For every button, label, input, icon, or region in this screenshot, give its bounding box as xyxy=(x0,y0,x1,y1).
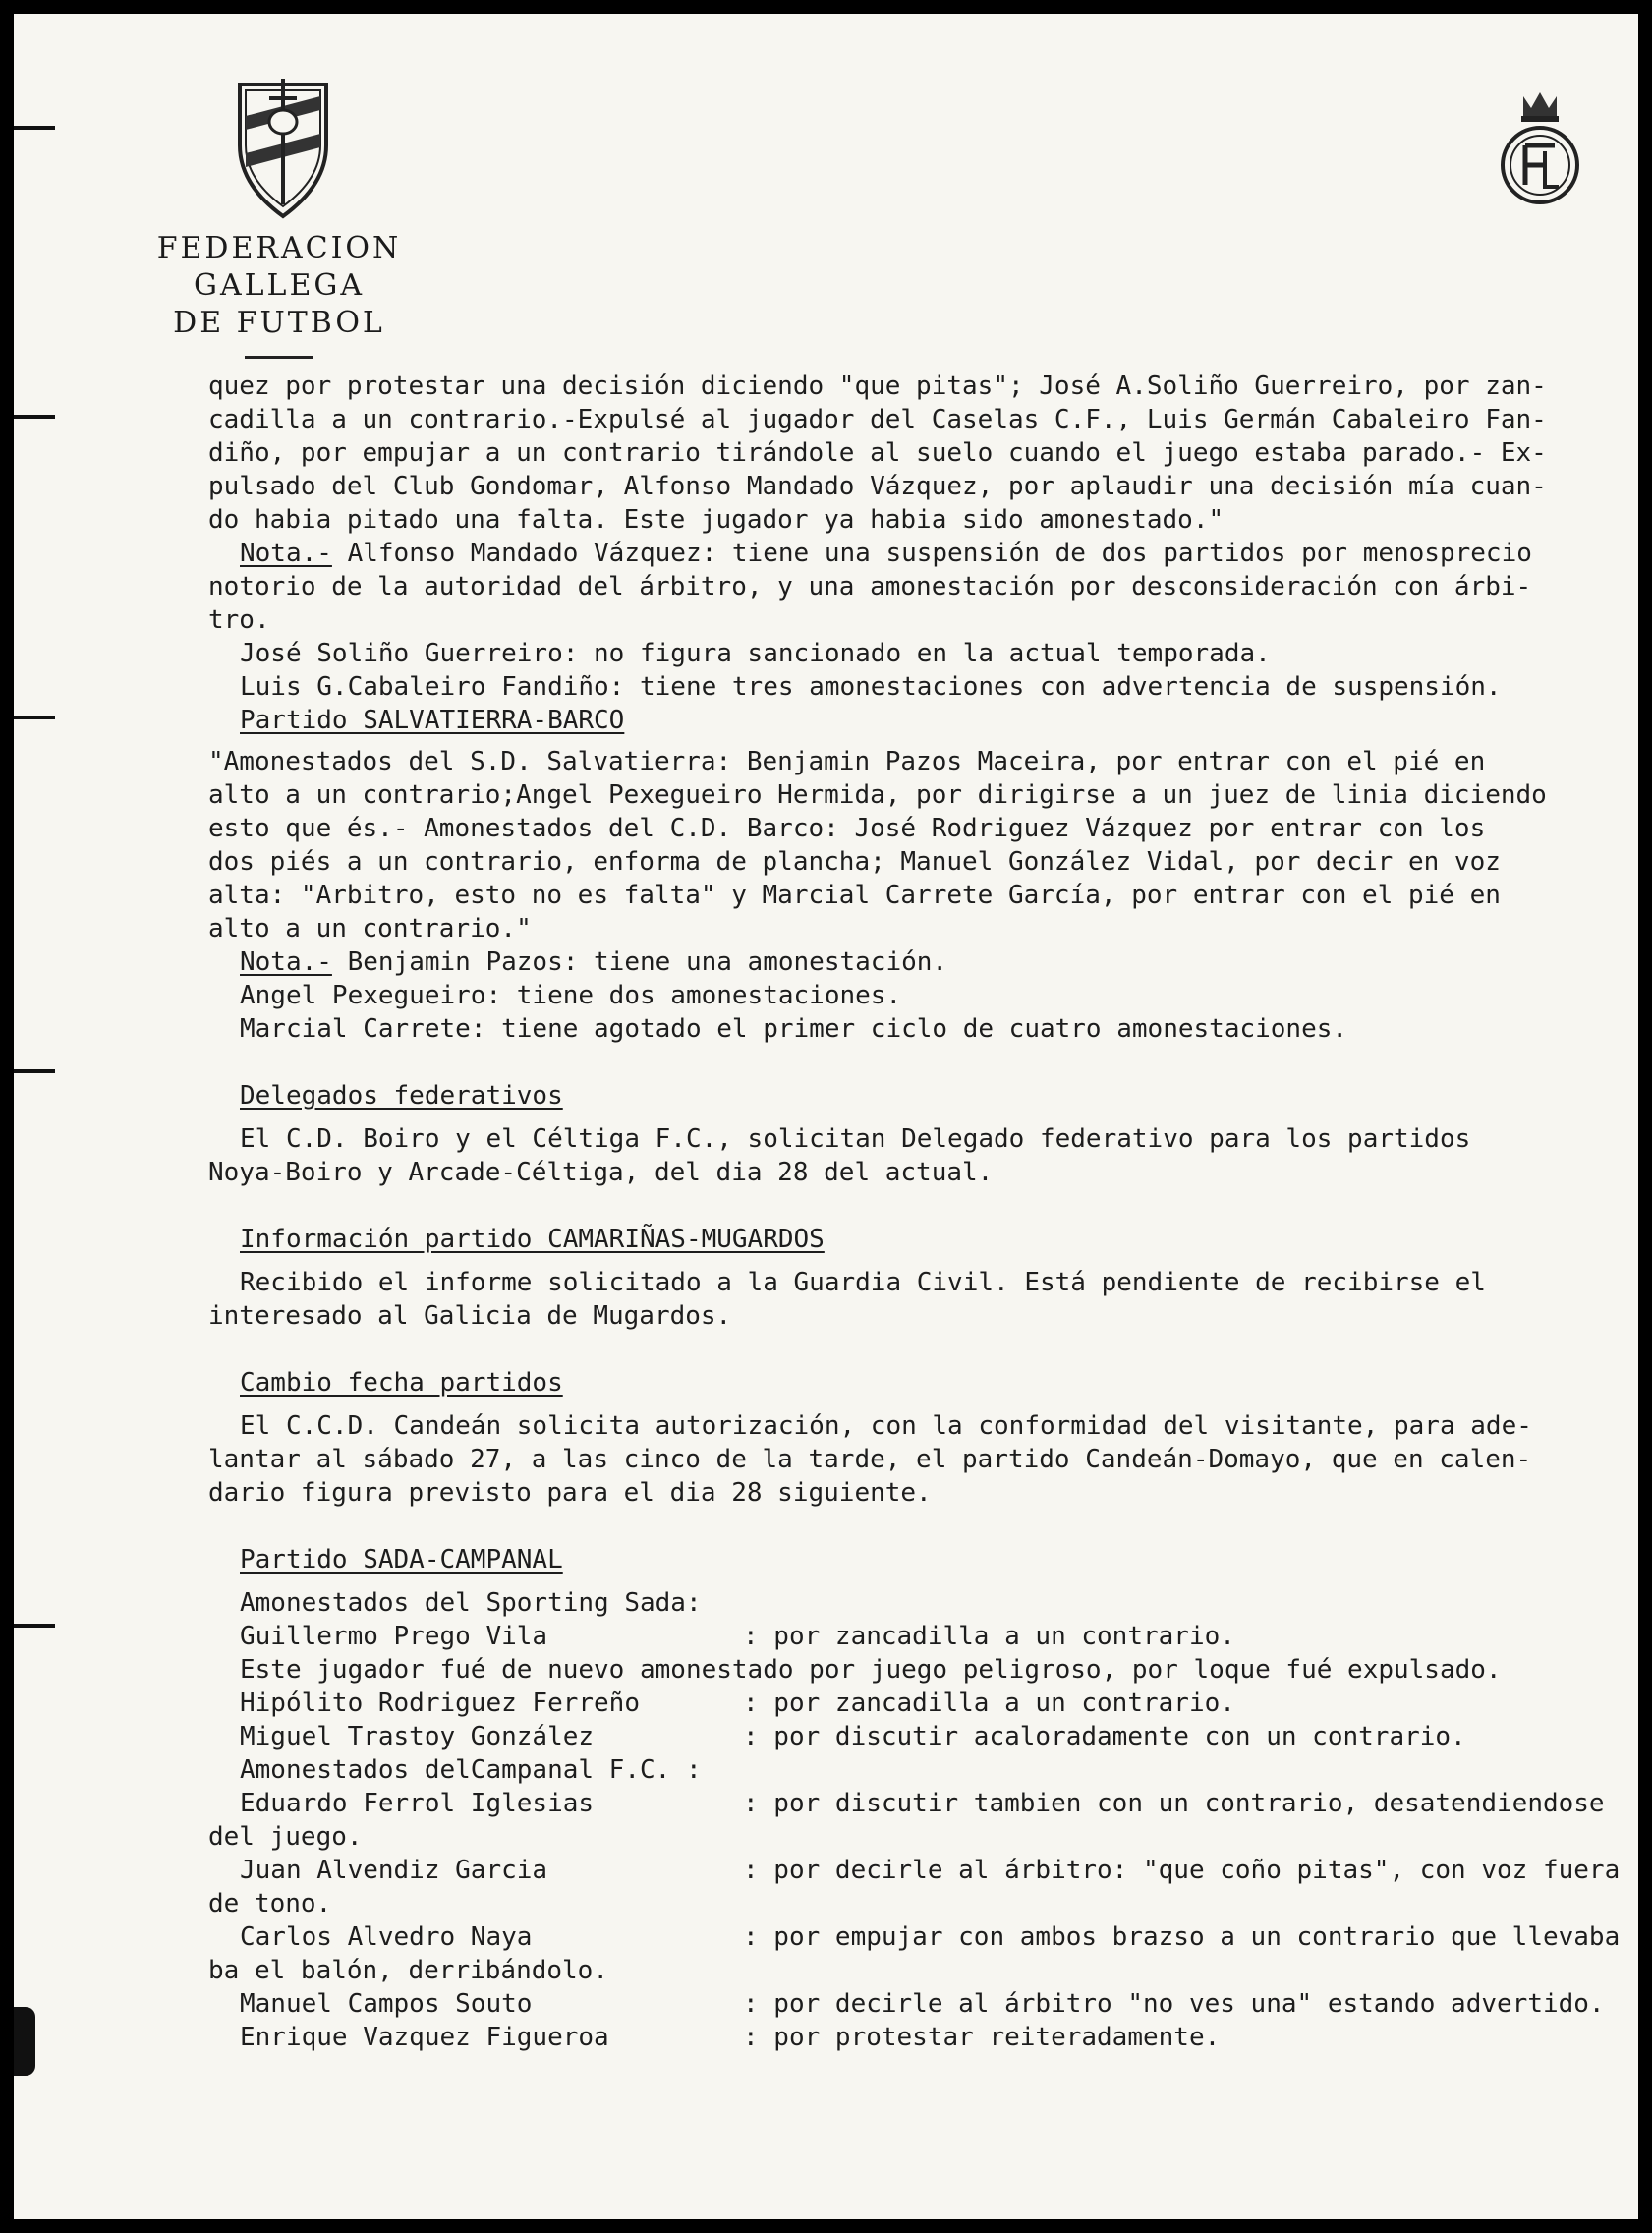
punch-mark xyxy=(14,1069,55,1073)
text-line: esto que és.- Amonestados del C.D. Barco: José Rodriguez Vázquez por entrar con los xyxy=(208,814,1486,843)
text-line: pulsado del Club Gondomar, Alfonso Mandado Vázquez, por aplaudir una decisión mía cuan- xyxy=(208,472,1547,501)
text-line: tro. xyxy=(208,605,270,635)
list-item xyxy=(208,2021,1633,2054)
punch-mark xyxy=(14,126,55,130)
section-heading-delegados: Delegados federativos xyxy=(240,1081,563,1111)
text-line: del juego. xyxy=(208,1822,363,1852)
list-item xyxy=(208,1920,1633,1954)
reason: : por discutir acaloradamente con un contrario. xyxy=(743,1722,1466,1751)
scan-blot xyxy=(14,2007,35,2076)
list-item xyxy=(208,1620,1633,1653)
text-line: diño, por empujar a un contrario tirándole al suelo cuando el juego estaba parado.- Ex- xyxy=(208,438,1547,468)
text-line: José Soliño Guerreiro: no figura sancionado en la actual temporada. xyxy=(240,639,1271,668)
section-heading-sada: Partido SADA-CAMPANAL xyxy=(240,1545,563,1575)
reason: : por empujar con ambos brazso a un contrario que llevaba xyxy=(743,1922,1621,1952)
divider xyxy=(245,356,313,359)
list-item xyxy=(208,1720,1633,1753)
text-line: quez por protestar una decisión diciendo "que pitas"; José A.Soliño Guerreiro, por zan- xyxy=(208,372,1547,401)
group-heading: Amonestados delCampanal F.C. : xyxy=(240,1755,702,1785)
player-name: Miguel Trastoy González xyxy=(240,1722,595,1751)
reason: : por decirle al árbitro "no ves una" estando advertido. xyxy=(743,1989,1605,2019)
player-name: Enrique Vazquez Figueroa xyxy=(240,2023,609,2052)
note-label: Nota.- xyxy=(240,539,332,568)
federation-name xyxy=(73,230,485,359)
player-name: Eduardo Ferrol Iglesias xyxy=(240,1789,595,1818)
section-heading-salvatierra: Partido SALVATIERRA-BARCO xyxy=(240,706,625,735)
player-name: Juan Alvendiz Garcia xyxy=(240,1856,548,1885)
federation-name-line-1: FEDERACION GALLEGA xyxy=(156,231,402,303)
text-line: do habia pitado una falta. Este jugador ya habia sido amonestado." xyxy=(208,505,1225,535)
reason: : por decirle al árbitro: "que coño pitas", con voz fuera xyxy=(743,1856,1621,1885)
player-name: Carlos Alvedro Naya xyxy=(240,1922,533,1952)
text-line: El C.D. Boiro y el Céltiga F.C., solicitan Delegado federativo para los partidos xyxy=(240,1124,1471,1154)
federation-name-line-2: DE FUTBOL xyxy=(173,306,385,340)
text-line: notorio de la autoridad del árbitro, y una amonestación por desconsideración con árbi- xyxy=(208,572,1532,601)
note-line xyxy=(208,945,1633,979)
reason: : por zancadilla a un contrario. xyxy=(743,1689,1235,1718)
punch-mark xyxy=(14,1624,55,1628)
punch-mark xyxy=(14,716,55,719)
player-name: Guillermo Prego Vila xyxy=(240,1622,548,1651)
group-heading: Amonestados del Sporting Sada: xyxy=(240,1588,702,1618)
text-line: alto a un contrario;Angel Pexegueiro Hermida, por dirigirse a un juez de linia diciendo xyxy=(208,780,1547,810)
note-text: Benjamin Pazos: tiene una amonestación. xyxy=(331,947,948,977)
section-heading-cambio: Cambio fecha partidos xyxy=(240,1368,563,1398)
federation-shield-logo-icon xyxy=(234,77,332,222)
document-body xyxy=(208,370,1633,2054)
text-line: Noya-Boiro y Arcade-Céltiga, del dia 28 del actual. xyxy=(208,1158,994,1187)
player-name: Manuel Campos Souto xyxy=(240,1989,533,2019)
text-line: Recibido el informe solicitado a la Guardia Civil. Está pendiente de recibirse el xyxy=(240,1268,1486,1297)
text-line: Angel Pexegueiro: tiene dos amonestaciones. xyxy=(240,981,902,1010)
reason: : por protestar reiteradamente. xyxy=(743,2023,1221,2052)
text-line: "Amonestados del S.D. Salvatierra: Benjamin Pazos Maceira, por entrar con el pié en xyxy=(208,747,1486,776)
section-heading-informacion: Información partido CAMARIÑAS-MUGARDOS xyxy=(240,1225,825,1254)
player-name: Hipólito Rodriguez Ferreño xyxy=(240,1689,640,1718)
text-line: de tono. xyxy=(208,1889,332,1918)
document-page xyxy=(14,14,1638,2219)
text-line: ba el balón, derribándolo. xyxy=(208,1956,608,1985)
note-text: Alfonso Mandado Vázquez: tiene una suspensión de dos partidos por menosprecio xyxy=(331,539,1532,568)
text-line: Luis G.Cabaleiro Fandiño: tiene tres amonestaciones con advertencia de suspensión. xyxy=(240,672,1502,702)
list-item xyxy=(208,1787,1633,1820)
text-line: alto a un contrario." xyxy=(208,914,532,944)
note-label: Nota.- xyxy=(240,947,332,977)
text-line: El C.C.D. Candeán solicita autorización, con la conformidad del visitante, para ade- xyxy=(240,1411,1532,1441)
reason: : por zancadilla a un contrario. xyxy=(743,1622,1235,1651)
list-item xyxy=(208,1987,1633,2021)
text-line: dario figura previsto para el dia 28 siguiente. xyxy=(208,1478,932,1508)
reason: : por discutir tambien con un contrario, desatendiendose xyxy=(743,1789,1605,1818)
text-line: dos piés a un contrario, enforma de plancha; Manuel González Vidal, por decir en voz xyxy=(208,847,1501,877)
punch-mark xyxy=(14,415,55,419)
list-item xyxy=(208,1687,1633,1720)
royal-federation-crest-icon xyxy=(1496,86,1584,208)
text-line: Marcial Carrete: tiene agotado el primer ciclo de cuatro amonestaciones. xyxy=(240,1014,1348,1044)
text-line: lantar al sábado 27, a las cinco de la tarde, el partido Candeán-Domayo, que en calen- xyxy=(208,1445,1532,1474)
list-item xyxy=(208,1854,1633,1887)
text-line: Este jugador fué de nuevo amonestado por juego peligroso, por loque fué expulsado. xyxy=(240,1655,1502,1685)
text-line: cadilla a un contrario.-Expulsé al jugador del Caselas C.F., Luis Germán Cabaleiro Fan- xyxy=(208,405,1547,434)
text-line: alta: "Arbitro, esto no es falta" y Marcial Carrete García, por entrar con el pié en xyxy=(208,881,1501,910)
note-line xyxy=(208,537,1633,570)
text-line: interesado al Galicia de Mugardos. xyxy=(208,1301,732,1331)
